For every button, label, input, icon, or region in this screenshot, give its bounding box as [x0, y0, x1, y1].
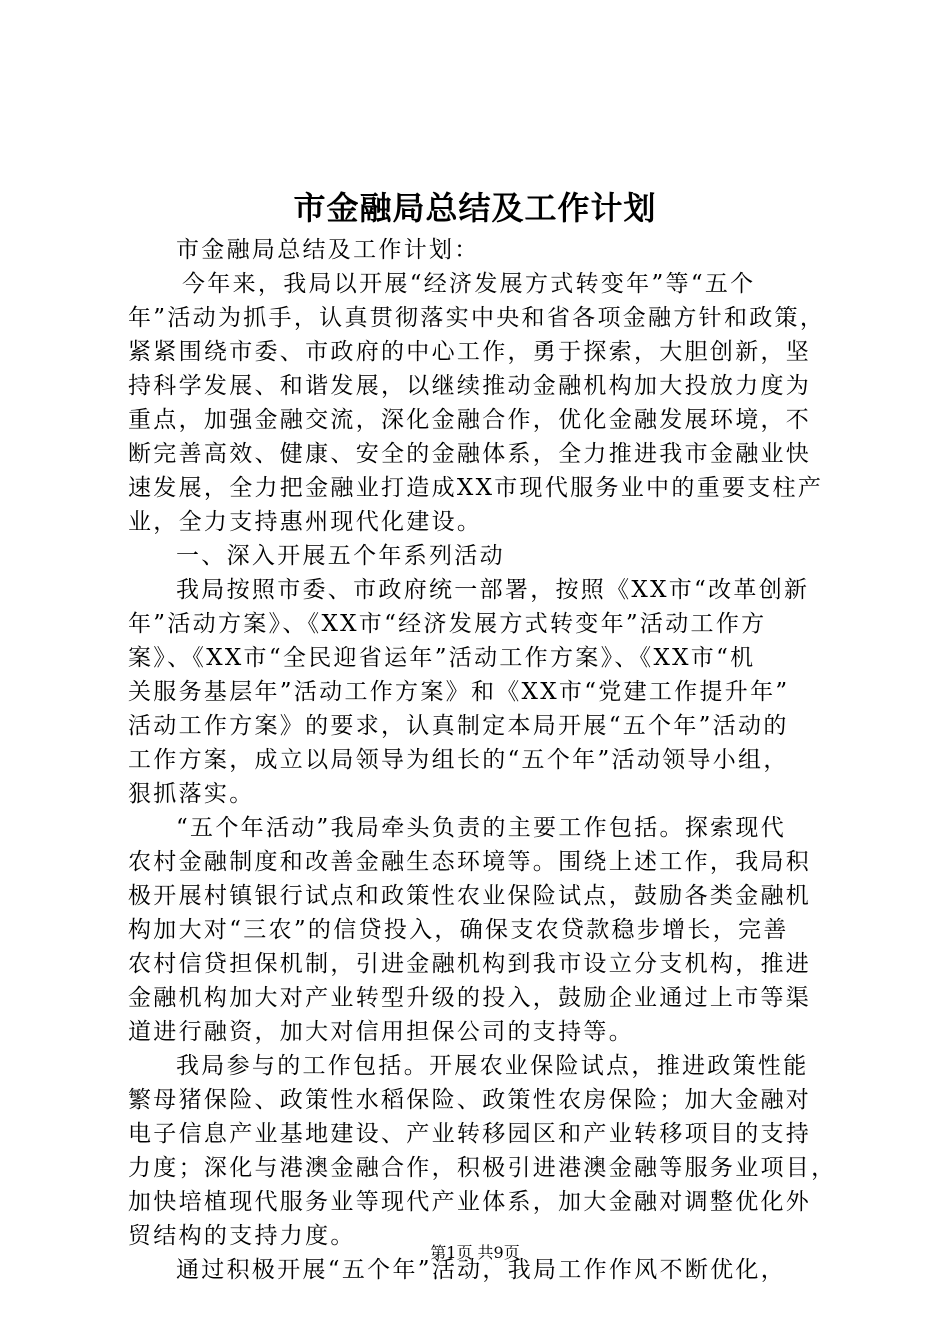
- text-line: 断完善高效、健康、安全的金融体系，全力推进我市金融业快: [128, 441, 812, 467]
- text-line: 通过积极开展“五个年”活动，我局工作作风不断优化，: [176, 1257, 787, 1283]
- text-line: 我局参与的工作包括。开展农业保险试点，推进政策性能: [176, 1053, 809, 1079]
- text-line: 电子信息产业基地建设、产业转移园区和产业转移项目的支持: [128, 1121, 812, 1147]
- text-line: 业，全力支持惠州现代化建设。: [128, 509, 483, 535]
- text-line: 持科学发展、和谐发展，以继续推动金融机构加大投放力度为: [128, 373, 812, 399]
- document-body: [128, 233, 838, 1287]
- section-heading: 一、深入开展五个年系列活动: [176, 543, 505, 569]
- text-line: 今年来，我局以开展“经济发展方式转变年”等“五个: [182, 271, 756, 297]
- text-line: 农村信贷担保机制，引进金融机构到我市设立分支机构，推进: [128, 951, 812, 977]
- page-footer: 第1页 共9页: [430, 1243, 520, 1262]
- text-line: 繁母猪保险、政策性水稻保险、政策性农房保险；加大金融对: [128, 1087, 812, 1113]
- text-line: 构加大对“三农”的信贷投入，确保支农贷款稳步增长，完善: [128, 917, 789, 943]
- text-line: 工作方案，成立以局领导为组长的“五个年”活动领导小组，: [128, 747, 789, 773]
- text-line: 力度；深化与港澳金融合作，积极引进港澳金融等服务业项目，: [128, 1155, 837, 1181]
- text-line: 活动工作方案》的要求，认真制定本局开展“五个年”活动的: [128, 713, 789, 739]
- text-line: 农村金融制度和改善金融生态环境等。围绕上述工作，我局积: [128, 849, 812, 875]
- text-line: 市金融局总结及工作计划：: [176, 237, 480, 263]
- text-line: 年”活动为抓手，认真贯彻落实中央和省各项金融方针和政策，: [128, 305, 826, 331]
- text-line: 紧紧围绕市委、市政府的中心工作，勇于探索，大胆创新，坚: [128, 339, 812, 365]
- text-line: 年”活动方案》、《XX市“经济发展方式转变年”活动工作方: [128, 611, 767, 637]
- text-line: 重点，加强金融交流，深化金融合作，优化金融发展环境，不: [128, 407, 812, 433]
- text-line: 金融机构加大对产业转型升级的投入，鼓励企业通过上市等渠: [128, 985, 812, 1011]
- text-line: 道进行融资，加大对信用担保公司的支持等。: [128, 1019, 634, 1045]
- text-line: “五个年活动”我局牵头负责的主要工作包括。探索现代: [176, 815, 787, 841]
- text-line: 我局按照市委、市政府统一部署，按照《XX市“改革创新: [176, 577, 810, 603]
- text-line: 极开展村镇银行试点和政策性农业保险试点，鼓励各类金融机: [128, 883, 812, 909]
- text-line: 狠抓落实。: [128, 781, 255, 807]
- text-line: 案》、《XX市“全民迎省运年”活动工作方案》、《XX市“机: [128, 645, 756, 671]
- text-line: 加快培植现代服务业等现代产业体系，加大金融对调整优化外: [128, 1189, 812, 1215]
- text-line: 贸结构的支持力度。: [128, 1223, 356, 1249]
- text-line: 速发展，全力把金融业打造成XX市现代服务业中的重要支柱产: [128, 475, 824, 501]
- text-line: 关服务基层年”活动工作方案》和《XX市“党建工作提升年”: [128, 679, 790, 705]
- document-title: 市金融局总结及工作计划: [293, 189, 657, 227]
